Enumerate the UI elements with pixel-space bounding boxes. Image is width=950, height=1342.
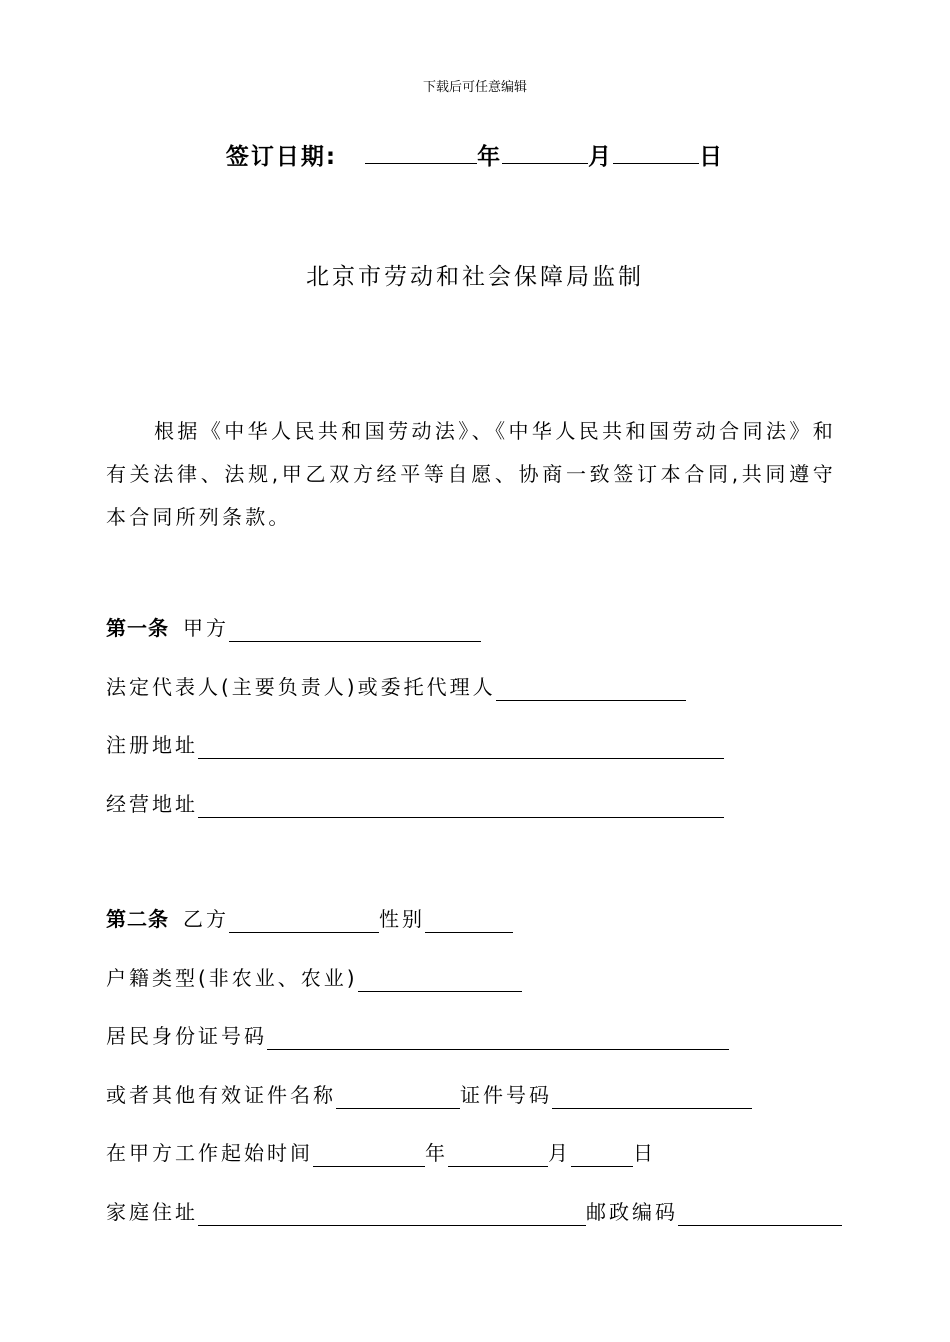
article-1-heading: 第一条 [106, 616, 169, 640]
home-address-row [106, 1198, 842, 1226]
start-time-label: 在甲方工作起始时间 [106, 1141, 313, 1165]
postal-code-field[interactable] [678, 1201, 842, 1226]
start-day-field[interactable] [571, 1142, 633, 1167]
hukou-label: 户籍类型(非农业、农业) [106, 966, 358, 990]
day-blank[interactable] [613, 143, 699, 164]
gender-field[interactable] [425, 908, 513, 933]
other-id-name-field[interactable] [336, 1084, 460, 1109]
month-blank[interactable] [502, 143, 588, 164]
hukou-row [106, 964, 522, 992]
month-label: 月 [588, 144, 614, 170]
id-number-field[interactable] [267, 1025, 729, 1050]
start-year-field[interactable] [313, 1142, 425, 1167]
day-label: 日 [699, 144, 725, 170]
start-year-label: 年 [425, 1141, 448, 1165]
article-2-heading: 第二条 [106, 907, 169, 931]
party-a-label: 甲方 [183, 616, 229, 640]
other-id-name-label: 或者其他有效证件名称 [106, 1083, 336, 1107]
id-no-field[interactable] [552, 1084, 752, 1109]
legal-rep-row [106, 673, 686, 701]
party-b-label: 乙方 [183, 907, 229, 931]
year-label: 年 [477, 144, 503, 170]
party-b-row [106, 905, 513, 933]
id-number-label: 居民身份证号码 [106, 1024, 267, 1048]
year-blank[interactable] [365, 143, 477, 164]
sign-date-line [0, 138, 950, 171]
header-note: 下载后可任意编辑 [422, 80, 527, 95]
home-address-field[interactable] [198, 1201, 586, 1226]
start-month-label: 月 [548, 1141, 571, 1165]
biz-address-label: 经营地址 [106, 792, 198, 816]
preamble: 根据《中华人民共和国劳动法》、《中华人民共和国劳动合同法》和有关法律、法规,甲乙双方经平等自愿、协商一致签订本合同,共同遵守本合同所列条款。 [106, 419, 836, 529]
start-day-label: 日 [633, 1141, 656, 1165]
legal-rep-field[interactable] [496, 676, 686, 701]
biz-address-row [106, 790, 724, 818]
id-number-row [106, 1022, 729, 1050]
reg-address-label: 注册地址 [106, 733, 198, 757]
reg-address-row [106, 731, 724, 759]
other-id-row [106, 1081, 752, 1109]
reg-address-field[interactable] [198, 734, 724, 759]
party-a-field[interactable] [229, 617, 481, 642]
id-no-label: 证件号码 [460, 1083, 552, 1107]
party-b-field[interactable] [229, 908, 379, 933]
start-time-row [106, 1139, 656, 1167]
biz-address-field[interactable] [198, 793, 724, 818]
home-address-label: 家庭住址 [106, 1200, 198, 1224]
legal-rep-label: 法定代表人(主要负责人)或委托代理人 [106, 675, 496, 699]
issuer: 北京市劳动和社会保障局监制 [306, 264, 644, 290]
sign-date-label: 签订日期: [225, 144, 338, 170]
start-month-field[interactable] [448, 1142, 548, 1167]
postal-code-label: 邮政编码 [586, 1200, 678, 1224]
party-a-row [106, 614, 481, 642]
hukou-field[interactable] [358, 967, 522, 992]
gender-label: 性别 [379, 907, 425, 931]
